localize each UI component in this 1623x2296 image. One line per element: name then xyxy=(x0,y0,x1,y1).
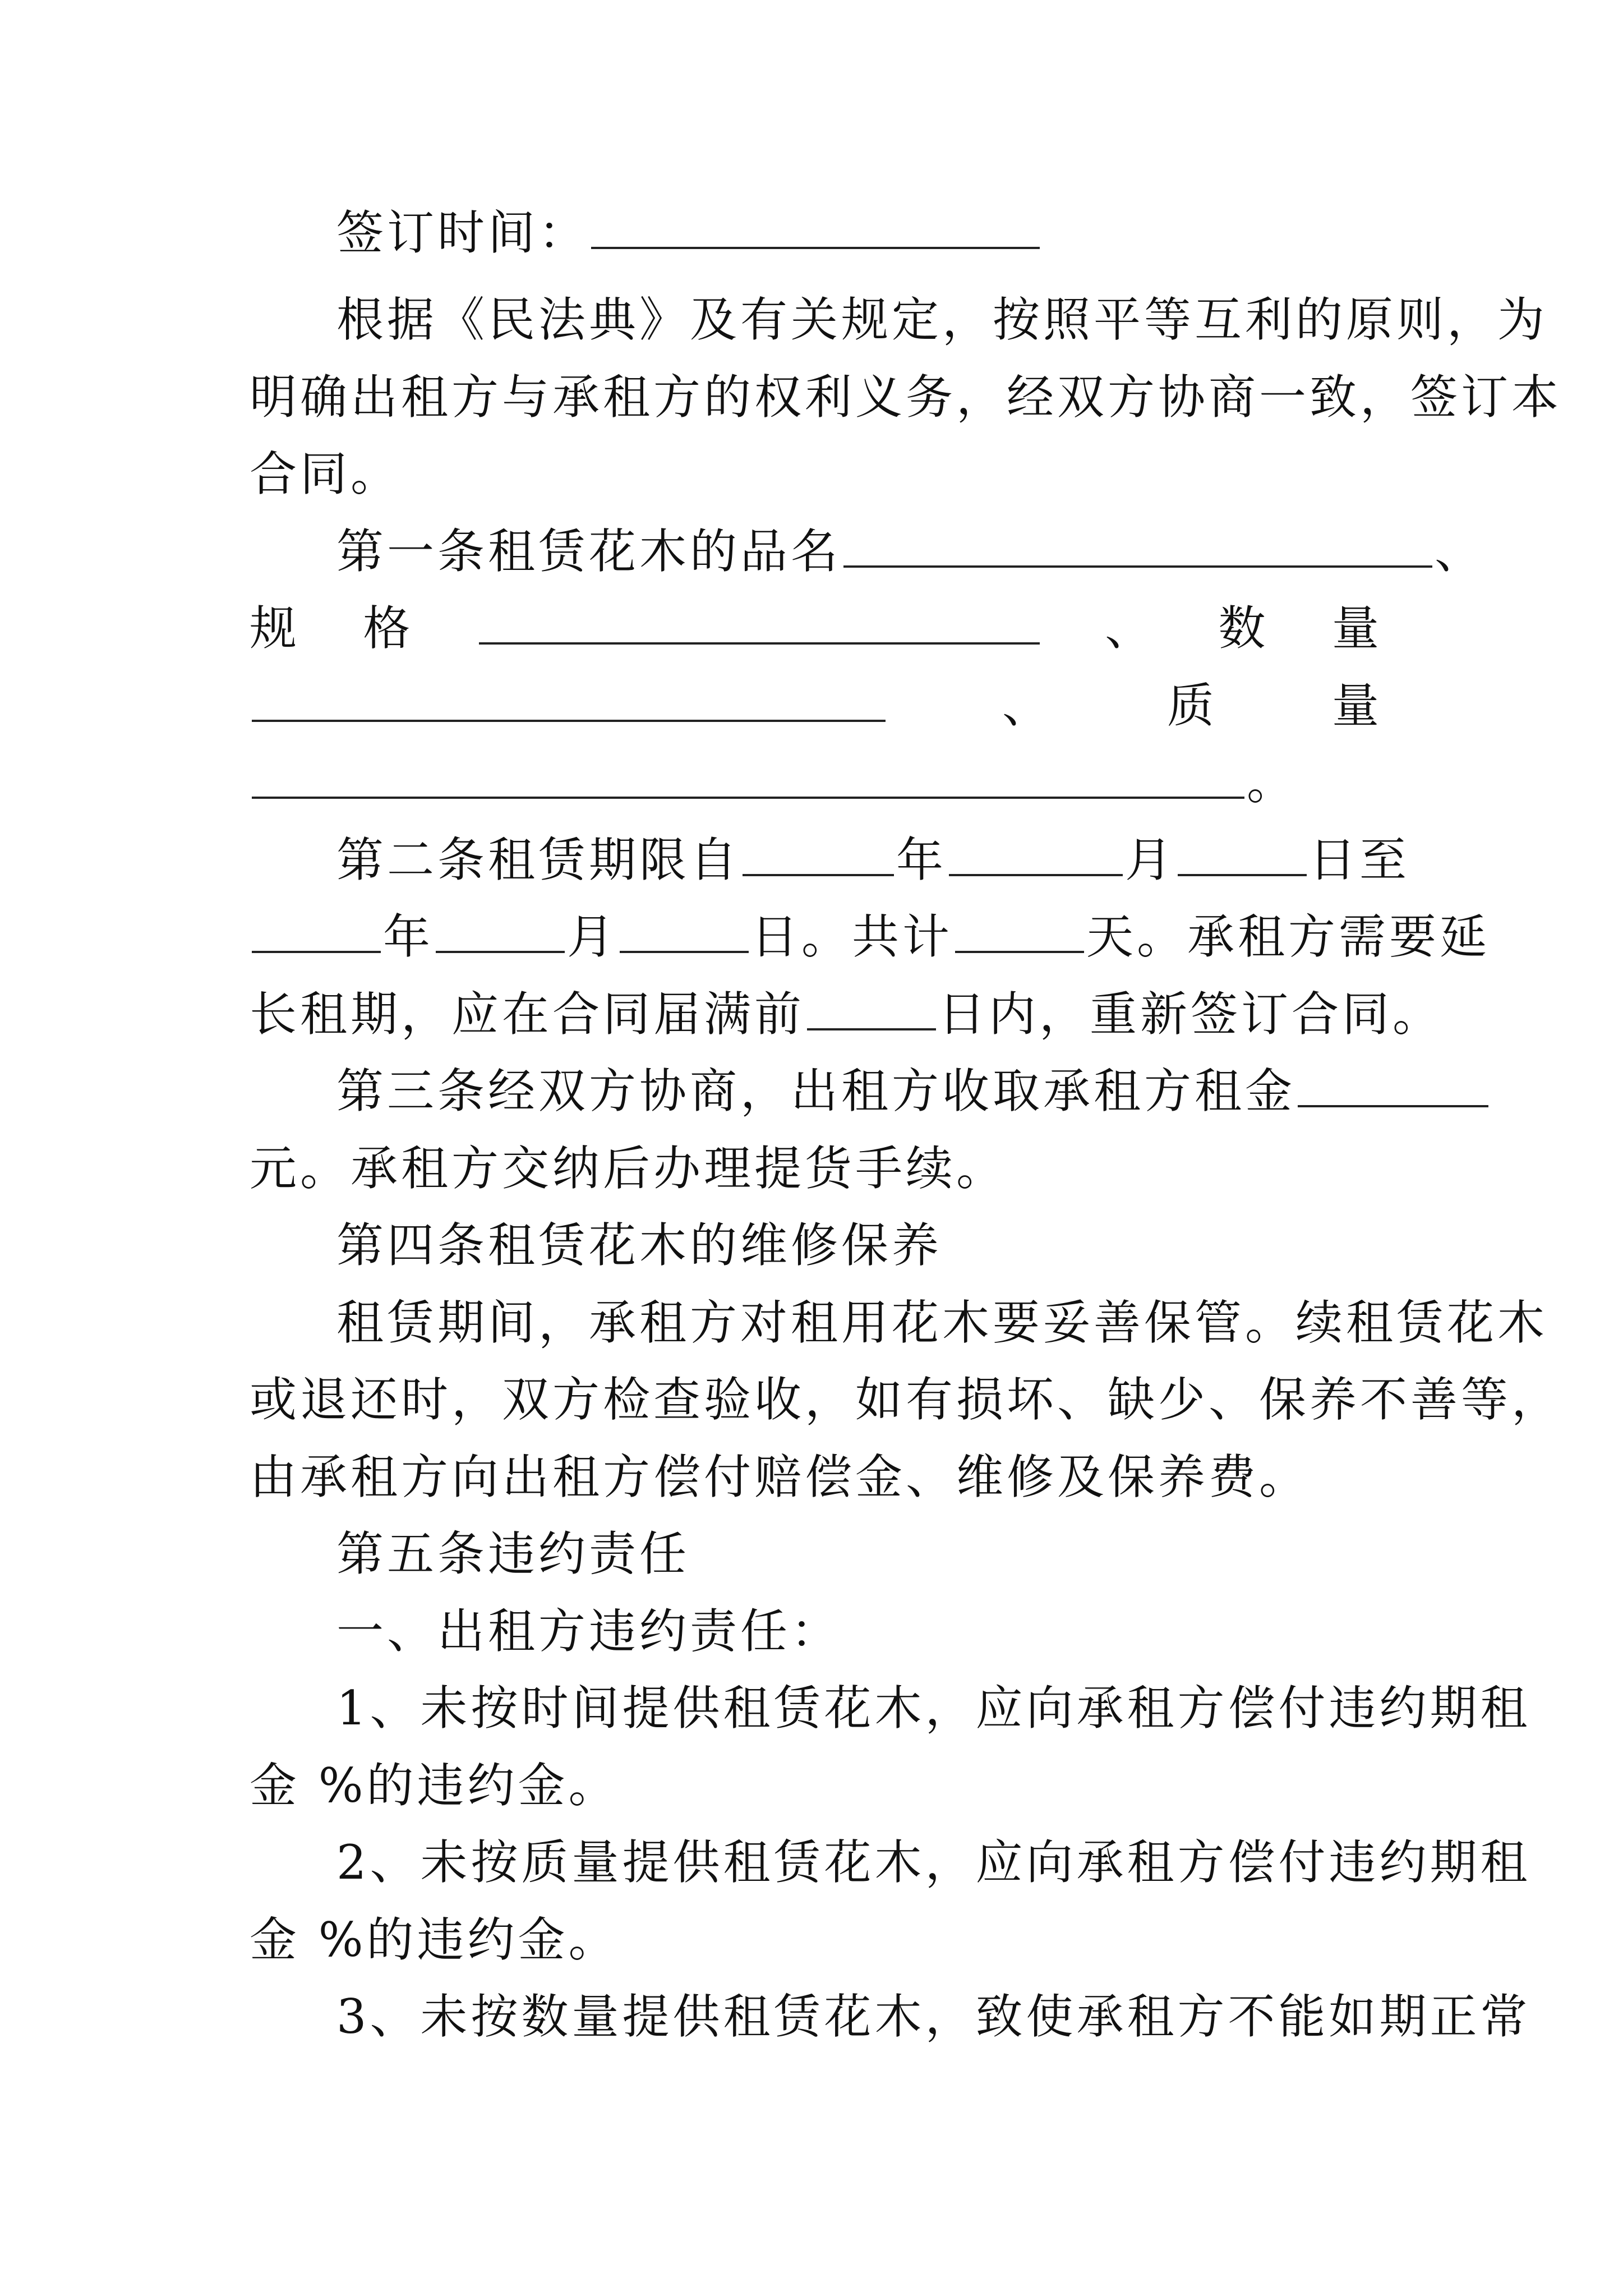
extension-text-2: 日内，重新签订合同。 xyxy=(938,987,1444,1042)
qty-label-2: 量 xyxy=(1331,601,1382,656)
article-1-title: 第一条租赁花木的品名 xyxy=(336,524,842,579)
intro-line-1: 根据《民法典》及有关规定，按照平等互利的原则，为 xyxy=(336,292,1548,347)
days-extension-text: 天。承租方需要延 xyxy=(1086,909,1491,964)
total-days-blank xyxy=(955,947,1084,953)
article-1-line-2 xyxy=(250,592,1382,665)
article-1-line-1 xyxy=(336,515,1486,588)
spec-label-1: 规 xyxy=(250,601,301,656)
end-day-blank xyxy=(620,947,749,953)
article-4-line-3: 由承租方向出租方偿付赔偿金、维修及保养费。 xyxy=(250,1450,1310,1504)
item-name-blank xyxy=(843,562,1432,568)
quality-blank xyxy=(252,793,1244,799)
article-1-line-4 xyxy=(250,746,1382,819)
article-2-line-1 xyxy=(336,823,1410,896)
article-5-item-1b: 金 %的违约金。 xyxy=(250,1758,619,1813)
end-year-blank xyxy=(252,947,381,953)
article-1-line-3 xyxy=(250,669,1382,742)
end-month-blank xyxy=(436,947,565,953)
month-label: 月 xyxy=(567,909,618,964)
separator: 、 xyxy=(1002,678,1053,733)
article-4-title: 第四条租赁花木的维修保养 xyxy=(336,1218,943,1273)
extension-days-blank xyxy=(807,1025,936,1030)
start-year-blank xyxy=(743,871,894,876)
spec-blank xyxy=(479,639,1040,645)
article-5-item-1a: 1、未按时间提供租赁花木，应向承租方偿付违约期租 xyxy=(336,1681,1531,1736)
period-mark: 。 xyxy=(1247,755,1298,810)
article-4-line-2: 或退还时，双方检查验收，如有损坏、缺少、保养不善等， xyxy=(250,1372,1562,1427)
year-label: 年 xyxy=(383,909,434,964)
rent-amount-blank xyxy=(1298,1102,1488,1107)
article-3-title: 第三条经双方协商，出租方收取承租方租金 xyxy=(336,1064,1296,1119)
sign-time-label: 签订时间： xyxy=(336,205,589,260)
qty-blank xyxy=(252,716,886,722)
year-label: 年 xyxy=(896,832,947,887)
article-2-line-3 xyxy=(250,978,1444,1051)
day-total-label: 日。共计 xyxy=(751,909,953,964)
quality-label-2: 量 xyxy=(1331,678,1382,733)
article-2-title: 第二条租赁期限自 xyxy=(336,832,741,887)
article-5-title: 第五条违约责任 xyxy=(336,1526,690,1581)
separator: 、 xyxy=(1105,601,1156,656)
spec-label-2: 格 xyxy=(363,601,414,656)
intro-line-2: 明确出租方与承租方的权利义务，经双方协商一致，签订本 xyxy=(250,370,1562,425)
start-month-blank xyxy=(949,871,1123,876)
sign-time-blank xyxy=(591,243,1040,249)
article-5-item-3a: 3、未按数量提供租赁花木，致使承租方不能如期正常 xyxy=(336,1989,1531,2044)
article-4-line-1: 租赁期间，承租方对租用花木要妥善保管。续租赁花木 xyxy=(336,1295,1548,1350)
article-3-line-1 xyxy=(336,1055,1382,1128)
quality-label-1: 质 xyxy=(1166,678,1218,733)
separator: 、 xyxy=(1435,524,1486,579)
month-label: 月 xyxy=(1125,832,1176,887)
article-5-item-2a: 2、未按质量提供租赁花木，应向承租方偿付违约期租 xyxy=(336,1835,1531,1890)
article-2-line-2 xyxy=(250,900,1491,973)
article-5-subheading: 一、出租方违约责任： xyxy=(336,1604,842,1659)
sign-time-line xyxy=(336,196,1382,269)
day-to-label: 日至 xyxy=(1309,832,1410,887)
qty-label-1: 数 xyxy=(1218,601,1269,656)
intro-line-3: 合同。 xyxy=(250,447,402,501)
start-day-blank xyxy=(1178,871,1307,876)
extension-text-1: 长租期，应在合同届满前 xyxy=(250,987,805,1042)
article-3-line-2: 元。承租方交纳后办理提货手续。 xyxy=(250,1141,1007,1196)
article-5-item-2b: 金 %的违约金。 xyxy=(250,1912,619,1967)
